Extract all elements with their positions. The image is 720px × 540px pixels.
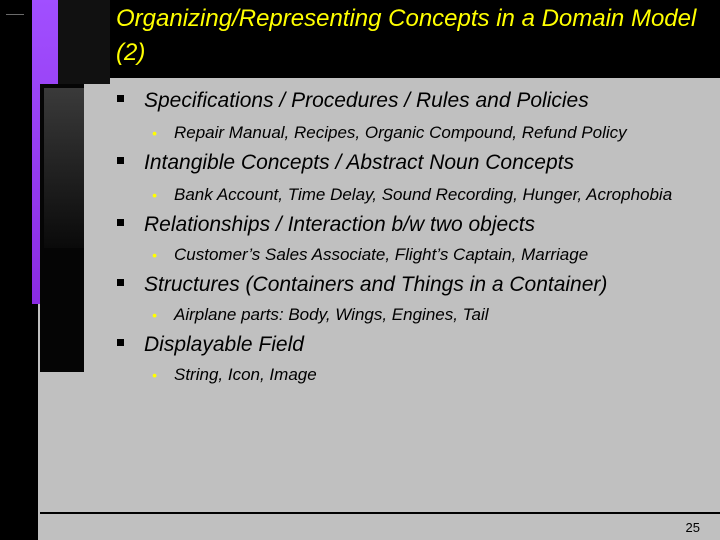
bullet-label: Displayable Field: [144, 333, 304, 356]
page-number: 25: [685, 520, 700, 535]
square-bullet-icon: [117, 219, 124, 226]
side-bar-shade: [44, 88, 84, 248]
bullet-label: Intangible Concepts / Abstract Noun Concepts: [144, 151, 574, 174]
bullet-item: [112, 270, 702, 300]
sub-bullet-item: [112, 244, 702, 266]
sub-bullet-text: Customer’s Sales Associate, Flight’s Captain, Marriage: [174, 245, 589, 264]
dot-bullet-icon: •: [152, 307, 157, 323]
bullet-label: Specifications / Procedures / Rules and Policies: [144, 89, 589, 112]
dot-bullet-icon: •: [152, 247, 157, 263]
bullet-item: [112, 330, 702, 360]
bullet-item: [112, 210, 702, 240]
sub-bullet-text: Bank Account, Time Delay, Sound Recording, Hunger, Acrophobia: [174, 185, 673, 204]
dot-bullet-icon: •: [152, 187, 157, 203]
bullet-list: [112, 86, 702, 386]
content-side-bar: [40, 84, 84, 372]
sub-bullet-item: [112, 364, 702, 386]
bottom-rule: [40, 512, 720, 514]
bullet-label: Structures (Containers and Things in a Container): [144, 273, 608, 296]
bullet-item: [112, 86, 702, 116]
bullet-label: Relationships / Interaction b/w two objects: [144, 213, 536, 236]
slide-title: Organizing/Representing Concepts in a Domain Model (2): [116, 5, 697, 66]
square-bullet-icon: [117, 157, 124, 164]
sub-bullet-text: Repair Manual, Recipes, Organic Compound, Refund Policy: [174, 123, 627, 142]
sub-bullet-text: Airplane parts: Body, Wings, Engines, Tail: [174, 305, 489, 324]
title-side-bar: [58, 0, 110, 84]
sub-bullet-item: [112, 184, 702, 206]
square-bullet-icon: [117, 95, 124, 102]
sub-bullet-text: String, Icon, Image: [174, 365, 317, 384]
sub-bullet-item: [112, 122, 702, 144]
square-bullet-icon: [117, 279, 124, 286]
square-bullet-icon: [117, 339, 124, 346]
dot-bullet-icon: •: [152, 125, 157, 141]
sub-bullet-item: [112, 304, 702, 326]
corner-tick: [6, 14, 24, 15]
bullet-item: [112, 148, 702, 178]
dot-bullet-icon: •: [152, 367, 157, 383]
